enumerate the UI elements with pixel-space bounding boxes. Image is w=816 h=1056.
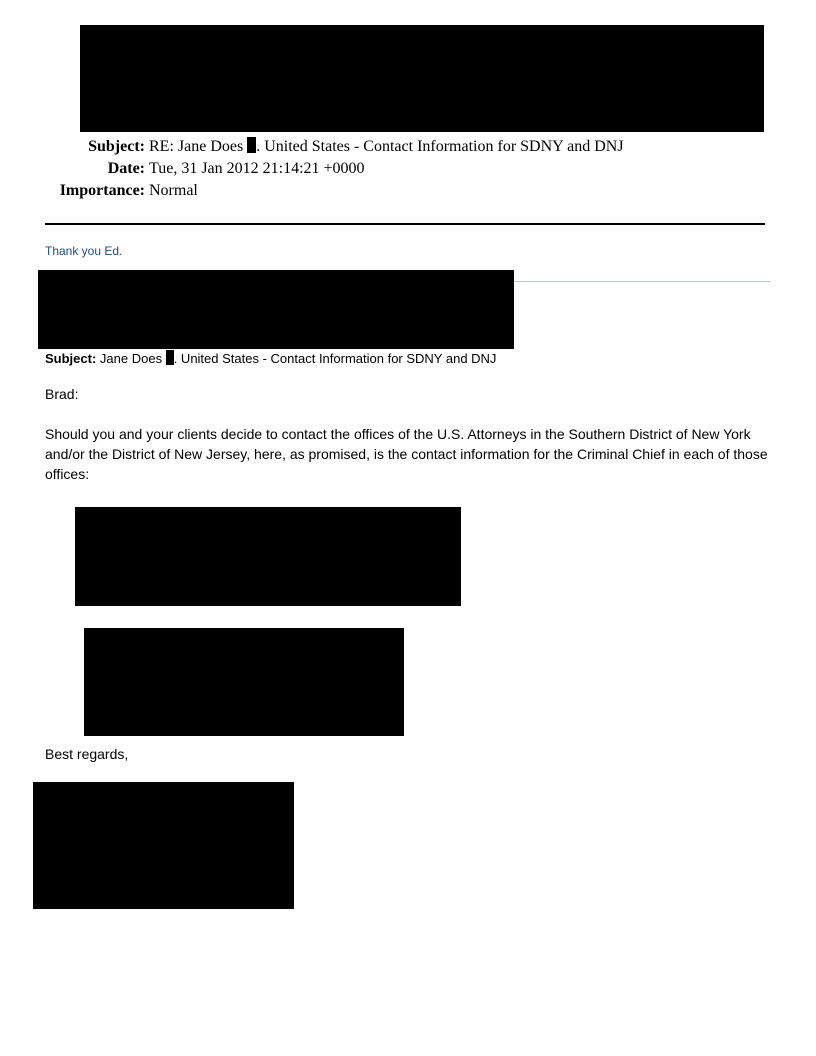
reply-text: Thank you Ed. xyxy=(45,244,123,258)
redaction-contact-sdny xyxy=(75,507,461,606)
forwarded-subject-name-redaction xyxy=(166,350,174,365)
header-importance-line xyxy=(45,181,198,201)
closing: Best regards, xyxy=(45,746,129,762)
forwarded-subject-suffix: . United States - Contact Information for SDNY and DNJ xyxy=(173,351,497,366)
forwarded-subject-label: Subject: xyxy=(45,351,97,366)
header-subject-suffix: . United States - Contact Information for SDNY and DNJ xyxy=(256,138,624,155)
header-importance-value: Normal xyxy=(149,182,198,199)
redaction-forwarded-header xyxy=(38,270,514,349)
header-subject-line xyxy=(45,137,624,157)
header-importance-label: Importance: xyxy=(59,182,145,199)
forwarded-subject-prefix: Jane Does xyxy=(99,351,163,366)
header-date-label: Date: xyxy=(107,160,145,177)
redaction-header-block xyxy=(80,25,764,132)
header-date-value: Tue, 31 Jan 2012 21:14:21 +0000 xyxy=(149,160,365,177)
redaction-signature xyxy=(33,782,294,909)
forwarded-divider xyxy=(513,281,771,282)
header-date-line xyxy=(45,159,365,179)
subject-name-redaction xyxy=(247,137,256,153)
header-divider xyxy=(45,223,765,225)
forwarded-subject-line xyxy=(45,350,496,367)
greeting: Brad: xyxy=(45,386,79,402)
header-subject-value xyxy=(149,137,624,157)
body-paragraph: Should you and your clients decide to contact the offices of the U.S. Attorneys in the Southern District of New York and/or the District of New Jersey, here, as promised, is the contact information for the Criminal Chief in each of those offices: xyxy=(45,426,768,482)
redaction-contact-dnj xyxy=(84,628,404,736)
header-subject-label: Subject: xyxy=(88,138,145,155)
header-subject-prefix: RE: Jane Does xyxy=(149,138,244,155)
